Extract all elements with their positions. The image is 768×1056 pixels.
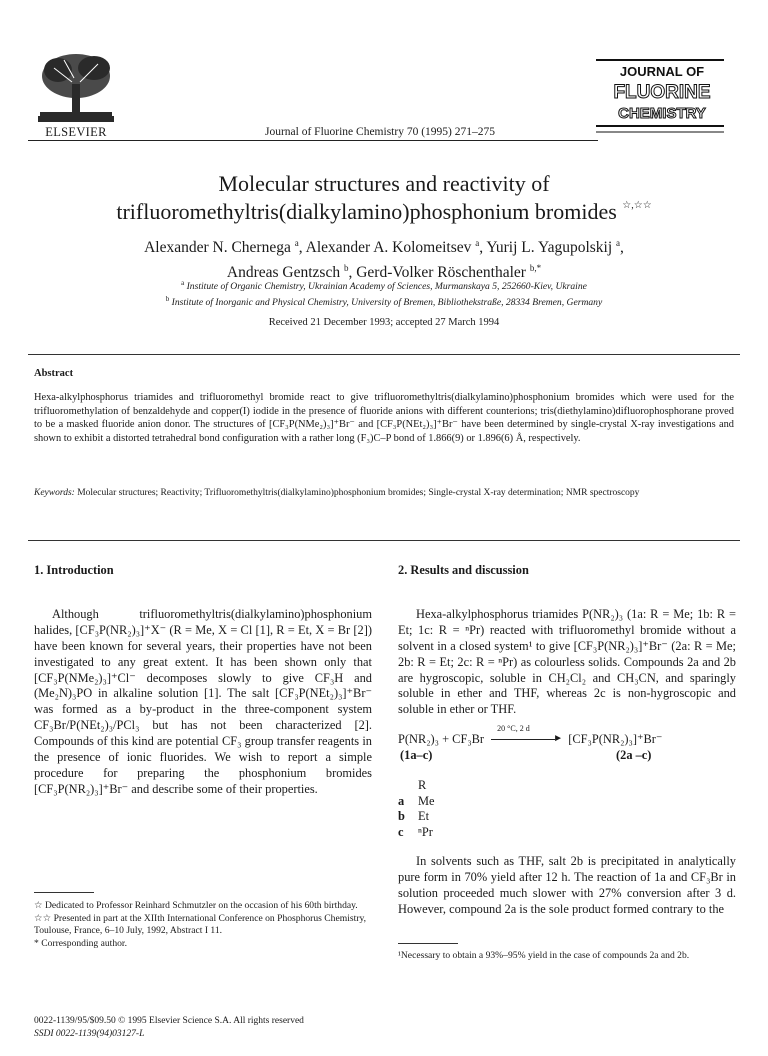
r-group-table bbox=[398, 778, 435, 840]
author-name[interactable]: Alexander N. Chernega bbox=[144, 239, 291, 257]
reaction-arrow: 20 °C, 2 d ► bbox=[491, 733, 561, 743]
abstract-formula: [CF₃P(NMe₂)₃]⁺Br⁻ bbox=[269, 419, 355, 431]
footnote-presented: ☆☆ Presented in part at the XIIth International Conference on Phosphorus Chemistry, Toulouse, France, 6–10 July, 1992, Abstract I 11. bbox=[34, 912, 367, 937]
left-column bbox=[34, 563, 372, 798]
section-heading-introduction: 1. Introduction bbox=[34, 563, 114, 577]
r-group-header: R bbox=[418, 778, 427, 792]
keywords-text: Molecular structures; Reactivity; Trifluoromethyltris(dialkylamino)phosphonium bromides; Single-crystal X-ray determination; NMR spectroscopy bbox=[77, 488, 640, 498]
abstract-heading: Abstract bbox=[34, 368, 74, 379]
equation-product: [CF₃P(NR₂)₃]⁺Br⁻ bbox=[568, 732, 663, 746]
results-paragraph-1: Hexa-alkylphosphorus triamides P(NR₂)₃ (1a: R = Me; 1b: R = Et; 1c: R = ⁿPr) reacted with trifluoromethyl bromide without a solvent in a closed system¹ to give [CF₃P(NR₂)₃]⁺Br⁻ (2a: R = Me; 2b: R = Et; 2c: R = ⁿPr) as colourless solids. Compounds 2a and 2b are hygroscopic, soluble in CH₂Cl₂ and CH₃CN, and sparingly soluble in ether and THF, whereas 2c is non-hygroscopic and soluble in ether or THF. bbox=[398, 606, 736, 717]
right-footnote: ¹Necessary to obtain a 93%–95% yield in the case of compounds 2a and 2b. bbox=[398, 950, 690, 961]
journal-logo bbox=[596, 56, 724, 140]
keywords-label: Keywords: bbox=[34, 488, 75, 498]
reactant-label: (1a–c) bbox=[400, 748, 433, 762]
author-name[interactable]: Gerd-Volker Röschenthaler bbox=[356, 264, 526, 282]
received-dates: Received 21 December 1993; accepted 27 March 1994 bbox=[268, 317, 500, 328]
authors-line-1: Alexander N. Chernega $^a$, Alexander A. Kolomeitsev $^a$, Yurij L. Yagupolskij $^a$, bbox=[144, 238, 624, 257]
reaction-conditions: 20 °C, 2 d bbox=[497, 724, 530, 733]
author-name[interactable]: Alexander A. Kolomeitsev bbox=[305, 239, 472, 257]
copyright-line: 0022-1139/95/$09.50 © 1995 Elsevier Science S.A. All rights reserved bbox=[34, 1016, 304, 1026]
abstract-formula: [CF₃P(NEt₂)₃]⁺Br⁻ bbox=[376, 419, 458, 431]
journal-logo-line2: FLUORINE bbox=[613, 82, 711, 103]
r-group-row: c ⁿPr bbox=[398, 824, 433, 839]
article-title bbox=[40, 170, 728, 226]
journal-citation: Journal of Fluorine Chemistry 70 (1995) 271–275 bbox=[265, 126, 495, 138]
section-heading-results: 2. Results and discussion bbox=[398, 563, 529, 577]
equation-reactants: P(NR₂)₃ + CF₃Br bbox=[398, 732, 485, 746]
right-column bbox=[398, 563, 736, 718]
authors-line-2: Andreas Gentzsch $^b$, Gerd-Volker Röschenthaler $^{b,*}$ bbox=[226, 263, 542, 282]
left-footnotes bbox=[34, 900, 372, 950]
title-footnote-marks: ☆,☆☆ bbox=[622, 200, 652, 211]
footnote-corresponding: * Corresponding author. bbox=[34, 937, 127, 949]
ssdi-line: SSDI 0022-1139(94)03127-L bbox=[34, 1028, 145, 1039]
title-line-2: trifluoromethyltris(dialkylamino)phosphonium bromides ☆,☆☆ bbox=[116, 199, 652, 224]
author-name[interactable]: Andreas Gentzsch bbox=[226, 264, 341, 282]
footnote-dedication: ☆ Dedicated to Professor Reinhard Schmutzler on the occasion of his 60th birthday. bbox=[34, 900, 358, 911]
r-group-row: a Me bbox=[398, 793, 435, 808]
keywords bbox=[34, 487, 734, 500]
right-footnote-rule bbox=[398, 943, 458, 944]
publisher-name: ELSEVIER bbox=[45, 125, 107, 139]
affiliations bbox=[40, 277, 728, 309]
results-paragraph-2: In solvents such as THF, salt 2b is precipitated in analytically pure form in 70% yield after 12 h. The reaction of 1a and CF₃Br in solution proceeded much slower with 27% conversion after 3 d. However, compound 2a is the sole product formed contrary to the bbox=[398, 854, 736, 916]
affiliation-b: $^b$ Institute of Inorganic and Physical Chemistry, University of Bremen, Bibliothekstraße, 28334 Bremen, Germany bbox=[165, 295, 603, 309]
introduction-paragraph: Although trifluoromethyltris(dialkylamino)phosphonium halides, [CF₃P(NR₂)₃]⁺X⁻ (R = Me, X = Cl [1], R = Et, X = Br [2]) have been known for several years, their properties have not been investigated to any great extent. It has been shown only that [CF₃P(NMe₂)₃]⁺Cl⁻ decomposes slowly to give CF₃H and (Me₂N)₃PO in alkaline solution [1]. The salt [CF₃P(NEt₂)₃]⁺Br⁻ was formed as a by-product in the three-component system CF₃Br/P(NEt₂)₃/PCl₃ but has not been characterized [2]. Compounds of this kind are potential CF₃ group transfer reagents in the presence of ionic fluorides. We wish to report a simple procedure for preparing the phosphonium bromides [CF₃P(NR₂)₃]⁺Br⁻ and describe some of their properties. bbox=[34, 606, 372, 796]
title-line-1: Molecular structures and reactivity of bbox=[218, 171, 550, 196]
journal-logo-line1: JOURNAL OF bbox=[619, 64, 705, 79]
affiliation-a: $^a$ Institute of Organic Chemistry, Ukrainian Academy of Sciences, Murmanskaya 5, 252660-Kiev, Ukraine bbox=[181, 279, 587, 293]
author-name[interactable]: Yurij L. Yagupolskij bbox=[486, 239, 613, 257]
copyright-info bbox=[34, 1015, 304, 1040]
journal-logo-line3: CHEMISTRY bbox=[618, 105, 706, 122]
footnote-rule bbox=[34, 892, 94, 893]
results-paragraph-2-container bbox=[398, 854, 736, 918]
elsevier-tree-logo bbox=[34, 50, 118, 126]
r-group-row: b Et bbox=[398, 809, 430, 823]
abstract-top-rule bbox=[28, 354, 740, 355]
abstract-bottom-rule bbox=[28, 540, 740, 541]
product-label: (2a –c) bbox=[616, 748, 652, 762]
abstract-text: Hexa-alkylphosphorus triamides and trifluoromethyl bromide react to give trifluoromethyltris(dialkylamino)phosphonium bromides which were used for the trifluoromethylation of benzaldehyde and copper(I) iodide in the presence of fluoride anions with different counterions; tris(diethylamino)difluorophosphorane proved to be a masked fluoride anion donor. The structures of [CF₃P(NMe₂)₃]⁺Br⁻ and [CF₃P(NEt₂)₃]⁺Br⁻ have been determined by single-crystal X-ray investigations and shown to exhibit a distorted tetrahedral bond configuration with a rather long (F₃)C–P bond of 1.866(9) or 1.896(6) Å, respectively. bbox=[34, 392, 734, 444]
author-list bbox=[40, 233, 728, 283]
header-rule bbox=[28, 140, 598, 141]
